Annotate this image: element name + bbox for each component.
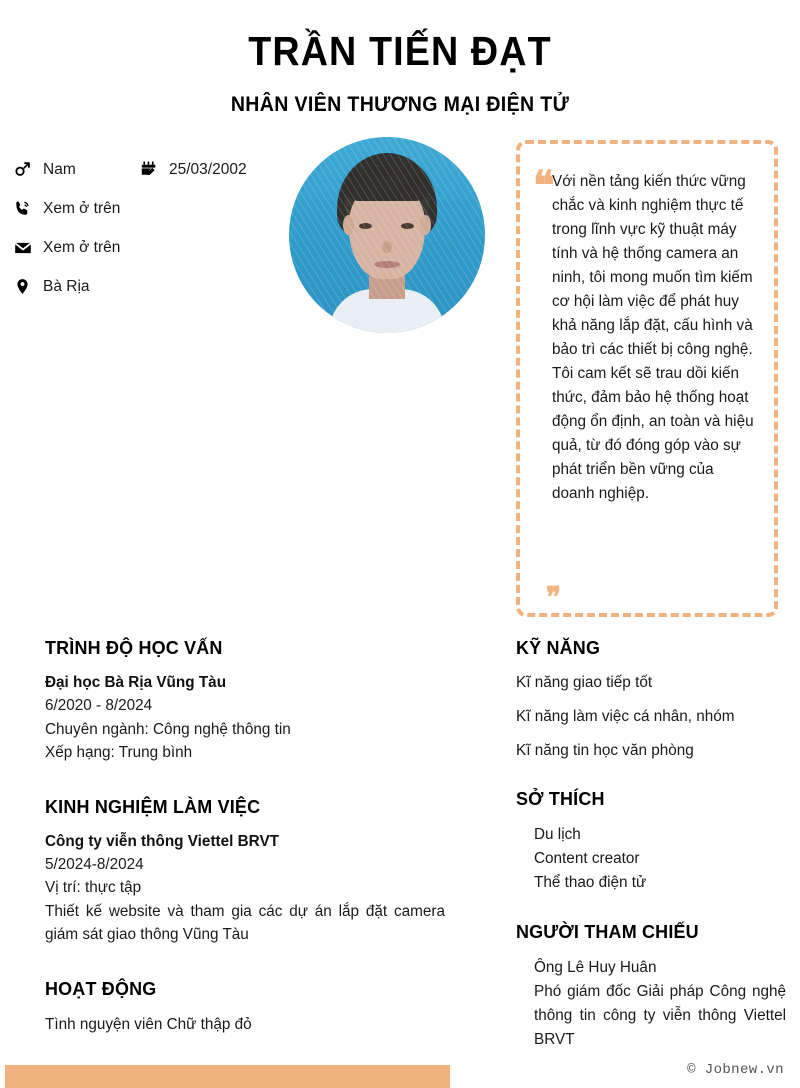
list-item: Thể thao điện tử: [534, 874, 647, 891]
contact-item-address: [14, 277, 274, 297]
contact-item-gender: [14, 160, 140, 180]
education-major: Chuyên ngành: Công nghệ thông tin: [45, 720, 291, 738]
footer-credit: © Jobnew.vn: [687, 1062, 784, 1078]
avatar: [289, 137, 485, 333]
list-item: Kĩ năng giao tiếp tốt: [516, 674, 653, 691]
list-item: Kĩ năng làm việc cá nhân, nhóm: [516, 708, 735, 725]
section-title-skills: KỸ NĂNG: [516, 637, 601, 658]
envelope-icon: [14, 238, 36, 258]
education-dates: 6/2020 - 8/2024: [45, 697, 153, 714]
avatar-mouth: [374, 261, 400, 268]
footer-accent-bar: [5, 1065, 450, 1088]
avatar-ear-left: [343, 215, 354, 235]
experience-description: Thiết kế website và tham gia các dự án lắp đặt camera giám sát giao thông Vũng Tàu: [45, 902, 445, 943]
list-item: Kĩ năng tin học văn phòng: [516, 742, 694, 759]
education-rank: Xếp hạng: Trung bình: [45, 744, 193, 761]
reference-entry: [516, 956, 786, 1052]
contact-birthday-value: 25/03/2002: [169, 160, 247, 178]
skills-list: [516, 672, 786, 762]
location-pin-icon: [14, 277, 36, 297]
contact-phone-value: Xem ở trên: [43, 199, 121, 217]
contact-row: [14, 228, 286, 267]
calendar-icon: [140, 160, 162, 180]
section-title-education: TRÌNH ĐỘ HỌC VẤN: [45, 637, 223, 658]
experience-company: Công ty viễn thông Viettel BRVT: [45, 832, 280, 850]
contact-block: [14, 150, 286, 306]
education-entry: [45, 672, 445, 765]
cv-header: [0, 30, 800, 117]
experience-position: Vị trí: thực tập: [45, 879, 142, 896]
reference-role: Phó giám đốc Giải pháp Công nghệ thông tin công ty viễn thông Viettel BRVT: [534, 983, 786, 1048]
contact-row: [14, 267, 286, 306]
contact-row: [14, 189, 286, 228]
contact-item-phone: [14, 199, 274, 219]
education-school: Đại học Bà Rịa Vũng Tàu: [45, 674, 227, 691]
page-title: TRẦN TIẾN ĐẠT: [248, 28, 552, 74]
reference-name: Ông Lê Huy Huân: [534, 959, 657, 976]
avatar-eye-left: [359, 223, 372, 229]
avatar-eye-right: [401, 223, 414, 229]
avatar-fringe: [343, 167, 431, 201]
section-title-references: NGƯỜI THAM CHIẾU: [516, 921, 699, 942]
phone-icon: [14, 199, 36, 219]
objective-text: Với nền tảng kiến thức vững chắc và kinh nghiệm thực tế trong lĩnh vực kỹ thuật máy tính và hệ thống camera an ninh, tôi mong muốn tìm kiếm cơ hội làm việc để phát huy khả năng lắp đặt, cấu hình và bảo trì các thiết bị công nghệ. Tôi cam kết sẽ trau dồi kiến thức, đảm bảo hệ thống hoạt động ổn định, an toàn và hiệu quả, từ đó đóng góp vào sự phát triển bền vững của doanh nghiệp.: [552, 173, 754, 502]
quote-close-icon: ❝: [546, 568, 562, 599]
experience-entry: [45, 831, 445, 947]
contact-gender-value: Nam: [43, 160, 76, 178]
list-item: Content creator: [534, 850, 640, 867]
left-column: [45, 637, 445, 1036]
contact-item-birthday: [140, 160, 266, 180]
quote-open-icon: ❝: [533, 163, 555, 208]
section-title-hobbies: SỞ THÍCH: [516, 788, 605, 809]
job-title: NHÂN VIÊN THƯƠNG MẠI ĐIỆN TỬ: [230, 93, 570, 117]
objective-quote-box: [516, 140, 778, 617]
experience-dates: 5/2024-8/2024: [45, 855, 144, 873]
list-item: Du lịch: [534, 826, 581, 843]
section-title-activities: HOẠT ĐỘNG: [45, 977, 157, 999]
contact-item-email: [14, 238, 274, 258]
avatar-ear-right: [420, 215, 431, 235]
gender-icon: [14, 160, 36, 180]
contact-address-value: Bà Rịa: [43, 277, 90, 295]
contact-email-value: Xem ở trên: [43, 238, 121, 256]
activities-entry: [45, 1013, 445, 1037]
avatar-nose: [382, 241, 392, 253]
right-column: [516, 637, 786, 1052]
hobbies-list: [516, 823, 786, 895]
activity-item: Tình nguyện viên Chữ thập đỏ: [45, 1015, 252, 1033]
contact-row: [14, 150, 286, 189]
section-title-experience: KINH NGHIỆM LÀM VIỆC: [45, 795, 261, 817]
